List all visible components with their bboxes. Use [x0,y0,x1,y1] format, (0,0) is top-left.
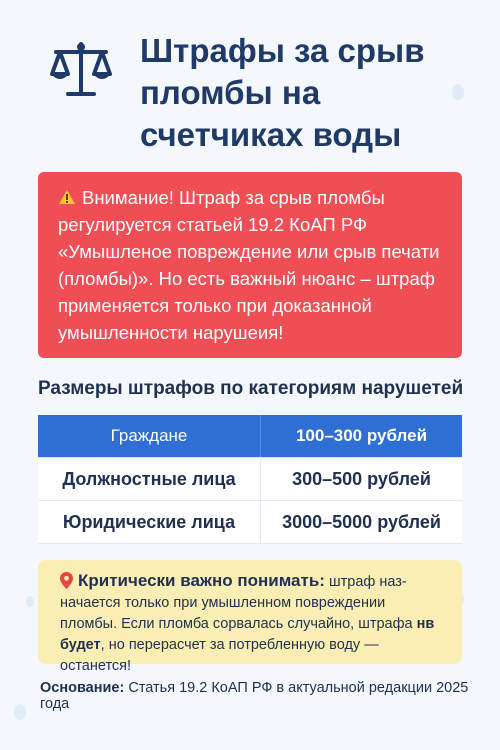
water-drop-decoration [14,704,26,720]
note-lead: Критически важно понимать: [78,571,325,590]
water-drop-decoration [26,596,34,607]
table-header-row [38,415,462,458]
location-pin-icon [60,572,73,589]
basis-text: Статья 19.2 КоАП РФ в актуальной редакции 2025 года [40,680,469,712]
table-cell-amount: 300–500 рублей [261,458,463,501]
fines-table [38,415,462,544]
table-cell-category: Юридические лица [38,501,261,544]
note-emphasis: нв будет [60,616,435,653]
table-row [38,458,462,501]
table-cell-category: Должностные лица [38,458,261,501]
warning-icon [58,189,76,205]
note-text: штраф наз-начается только при умышленном повреждении пломбы. Если пломба сорвалась случайно, штрафа [60,574,413,632]
page-title: Штрафы за срыв пломбы на счетчиках воды [140,32,425,153]
note-text-end: , но перерасчет за потребленную воду — останется! [60,637,379,674]
basis-label: Основание: [40,680,125,696]
scales-icon [48,38,114,104]
alert-label: Внимание! [82,187,174,208]
table-row [38,501,462,544]
table-cell-amount: 3000–5000 рублей [261,501,463,544]
table-cell-category: Граждане [38,415,261,458]
fines-section-title: Размеры штрафов по категориям нарушетей [38,378,464,399]
header [40,30,480,160]
alert-text: Штраф за срыв пломбы регулируется статьей 19.2 КоАП РФ «Умышленое повреждение или срыв печати (пломбы)». Но есть важный нюанс – штраф применяется только при доказанной умышленности нарушеия! [58,187,440,343]
table-cell-amount: 100–300 рублей [261,415,463,458]
legal-basis [40,680,490,712]
warning-alert [38,172,462,358]
important-note [38,560,462,674]
